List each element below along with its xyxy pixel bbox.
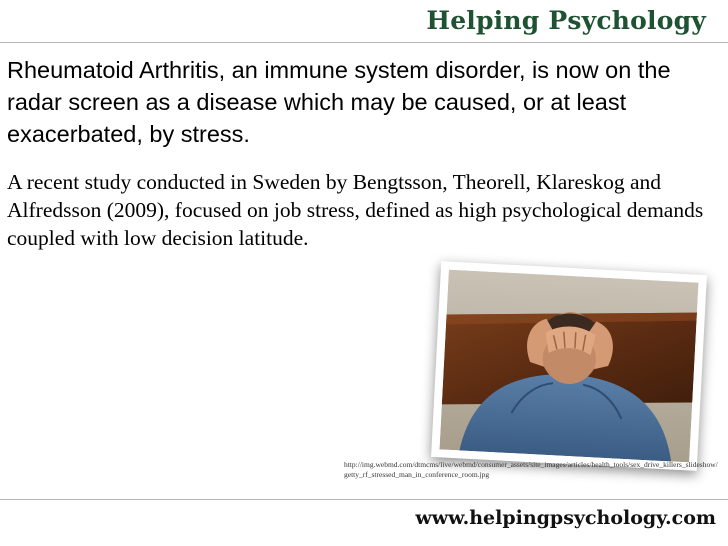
footer-divider <box>0 499 728 500</box>
image-source-caption: http://img.webmd.com/dtmcms/live/webmd/consumer_assets/site_images/articles/health_tools/sex_drive_killers_slideshow/getty_rf_stressed_man_in_conference_room.jpg <box>344 460 718 479</box>
footer-url: www.helpingpsychology.com <box>415 507 716 529</box>
slide-body-text: A recent study conducted in Sweden by Bengtsson, Theorell, Klareskog and Alfredsson (2009), focused on job stress, defined as high psychological demands coupled with low decision latitude. <box>7 170 704 250</box>
header-divider <box>0 42 728 43</box>
photo-frame <box>431 261 707 471</box>
stressed-man-photo <box>439 270 698 463</box>
slide-headline: Rheumatoid Arthritis, an immune system disorder, is now on the radar screen as a disease which may be caused, or at least exacerbated, by stress. <box>7 57 671 147</box>
brand-title: Helping Psychology <box>426 6 706 35</box>
